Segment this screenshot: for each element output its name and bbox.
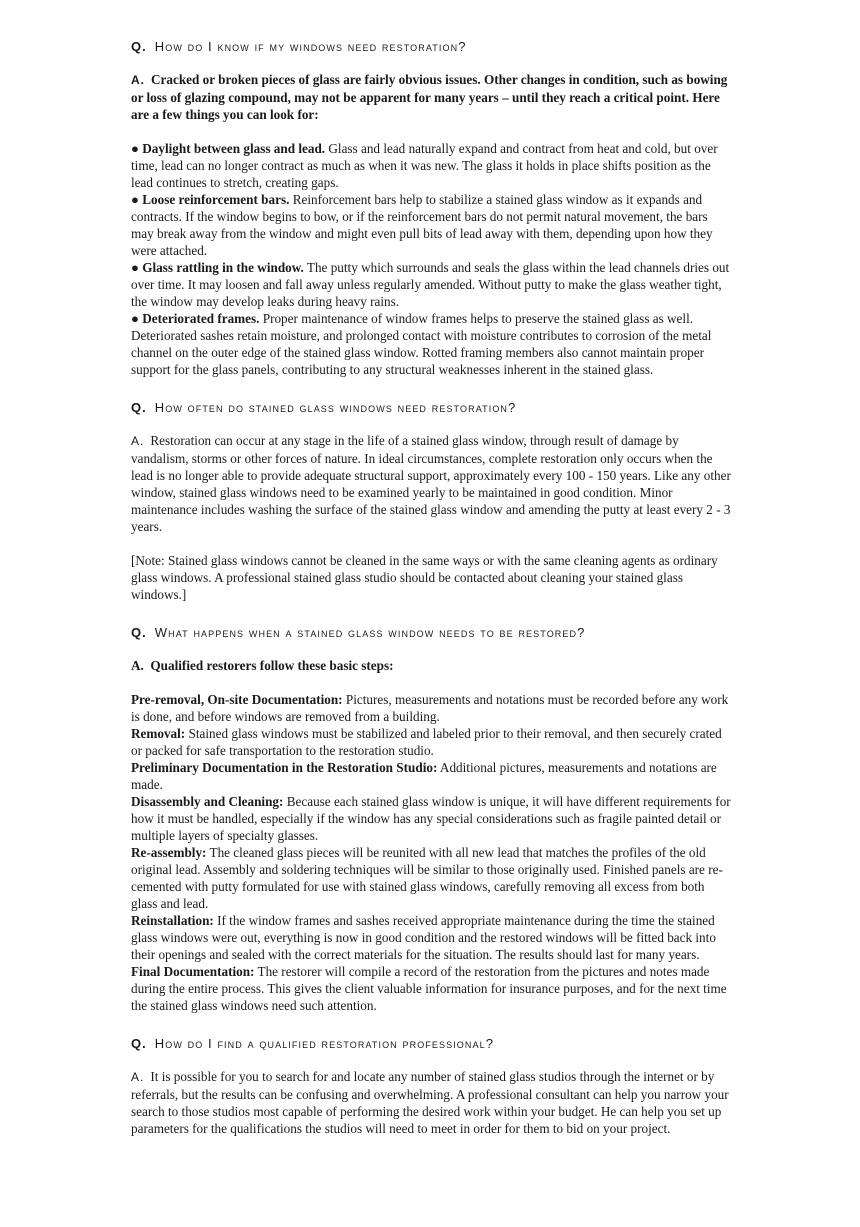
answer-text: A. Restoration can occur at any stage in the life of a stained glass window, through result of damage by vandalism, storms or other forces of nature. In ideal circumstances, complete restoration only occurs when the lead is no longer able to provide adequate structural support, approximately every 100 - 150 years. Like any other window, stained glass windows need to be examined yearly to be maintained in good condition. Minor maintenance includes washing the surface of the stained glass window and amending the putty at least every 2 - 3 years. [131, 433, 731, 534]
faq-section-3 [131, 624, 732, 1014]
step-item: Preliminary Documentation in the Restoration Studio: Additional pictures, measurements and notations are made. [131, 760, 717, 792]
list-item: ● Glass rattling in the window. The putty which surrounds and seals the glass within the lead channels dries out over time. It may loosen and fall away unless regularly amended. Without putty to make the glass weather tight, the window may develop leaks during heavy rains. [131, 260, 730, 309]
faq-section-2 [131, 399, 732, 603]
question-heading: Q. How do I find a qualified restoration professional? [131, 1036, 495, 1051]
step-item: Reinstallation: If the window frames and sashes received appropriate maintenance during the time the stained glass windows were out, everything is now in good condition and the restored windows will be fitted back into their openings and sealed with the correct materials for the situation. The results should last for many years. [131, 913, 716, 962]
step-item: Final Documentation: The restorer will compile a record of the restoration from the pictures and notes made during the entire process. This gives the client valuable information for insurance purposes, and for the next time the stained glass windows need such attention. [131, 964, 727, 1013]
list-item: ● Deteriorated frames. Proper maintenance of window frames helps to preserve the stained glass as well. Deteriorated sashes retain moisture, and prolonged contact with moisture contributes to corrosion of the metal channel on the outer edge of the stained glass window. Rotted framing members also cannot maintain proper support for the glass panels, contributing to any structural weaknesses inherent in the stained glass. [131, 311, 712, 377]
faq-section-4 [131, 1035, 732, 1137]
list-item: ● Daylight between glass and lead. Glass and lead naturally expand and contract from heat and cold, but over time, lead can no longer contract as much as when it was new. The glass it holds in place shifts position as the lead continues to stretch, creating gaps. [131, 141, 718, 190]
answer-text: A. It is possible for you to search for and locate any number of stained glass studios through the internet or by referrals, but the results can be confusing and overwhelming. A professional consultant can help you narrow your search to those studios most capable of performing the desired work within your budget. He can help you set up parameters for the qualifications the studios will need to meet in order for them to bid on your project. [131, 1069, 729, 1136]
question-heading: Q. How often do stained glass windows need restoration? [131, 400, 517, 415]
faq-section-1 [131, 38, 732, 378]
step-item: Re-assembly: The cleaned glass pieces will be reunited with all new lead that matches the profiles of the old original lead. Assembly and soldering techniques will be similar to those originally used. Finished panels are re-cemented with putty formulated for use with stained glass windows, carefully removing all excess from both glass and lead. [131, 845, 723, 911]
note-text: [Note: Stained glass windows cannot be cleaned in the same ways or with the same cleaning agents as ordinary glass windows. A professional stained glass studio should be contacted about cleaning your stained glass windows.] [131, 553, 718, 602]
step-item: Pre-removal, On-site Documentation: Pictures, measurements and notations must be recorded before any work is done, and before windows are removed from a building. [131, 692, 729, 724]
step-item: Disassembly and Cleaning: Because each stained glass window is unique, it will have different requirements for how it must be handled, especially if the window has any special considerations such as fragile painted detail or multiple layers of specialty glasses. [131, 794, 731, 843]
question-heading: Q. How do I know if my windows need restoration? [131, 39, 467, 54]
list-item: ● Loose reinforcement bars. Reinforcement bars help to stabilize a stained glass window as it expands and contracts. If the window begins to bow, or if the reinforcement bars do not permit natural movement, the bars may break away from the window and might even pull bits of lead away with them, depending upon how they were attached. [131, 192, 713, 258]
answer-intro: A. Cracked or broken pieces of glass are fairly obvious issues. Other changes in condition, such as bowing or loss of glazing compound, may not be apparent for many years – until they reach a critical point. Here are a few things you can look for: [131, 72, 728, 122]
restoration-steps [131, 691, 732, 1014]
warning-signs-list [131, 140, 732, 378]
answer-intro: A. Qualified restorers follow these basic steps: [131, 658, 394, 673]
step-item: Removal: Stained glass windows must be stabilized and labeled prior to their removal, and then securely crated or packed for safe transportation to the restoration studio. [131, 726, 722, 758]
question-heading: Q. What happens when a stained glass window needs to be restored? [131, 625, 586, 640]
